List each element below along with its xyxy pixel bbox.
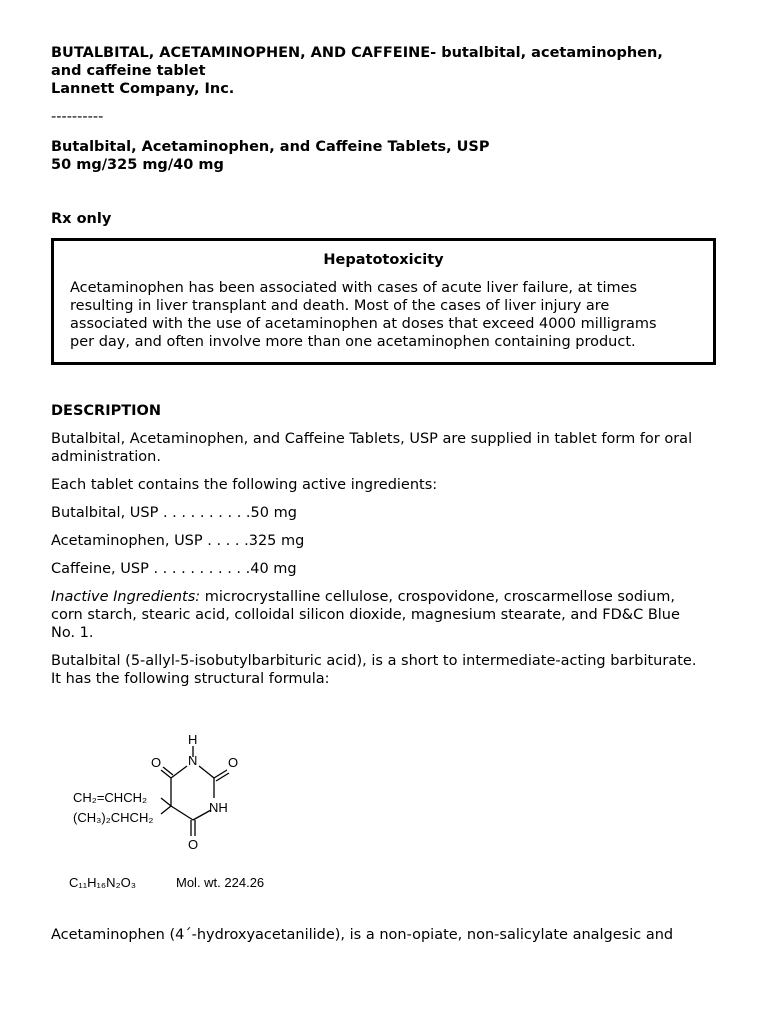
company-name: Lannett Company, Inc. — [51, 81, 235, 97]
paragraph-line — [51, 588, 721, 606]
allyl-group: CH₂=CHCH₂ — [73, 790, 148, 805]
inactive-label: Inactive Ingredients: — [51, 589, 201, 605]
structural-formula — [51, 700, 721, 900]
each-tablet-text: Each tablet contains the following active ingredients: — [51, 477, 438, 493]
paragraph-line: Butalbital, Acetaminophen, and Caffeine Tablets, USP are supplied in tablet form for oral — [51, 431, 693, 447]
atom-nh: NH — [209, 800, 228, 815]
boxed-warning-line: resulting in liver transplant and death. Most of the cases of liver injury are — [70, 298, 610, 314]
inactive-text: microcrystalline cellulose, crospovidone, croscarmellose sodium, — [200, 589, 675, 605]
product-strength: 50 mg/325 mg/40 mg — [51, 157, 224, 173]
atom-o: O — [188, 837, 199, 852]
atom-o: O — [228, 755, 239, 770]
ingredient-caffeine: Caffeine, USP . . . . . . . . . . .40 mg — [51, 561, 297, 577]
header-line-1: BUTALBITAL, ACETAMINOPHEN, AND CAFFEINE- butalbital, acetaminophen, — [51, 45, 663, 61]
section-heading-description: DESCRIPTION — [51, 403, 161, 419]
atom-o: O — [151, 755, 162, 770]
paragraph-line: administration. — [51, 449, 161, 465]
boxed-warning-line: per day, and often involve more than one acetaminophen containing product. — [70, 334, 636, 350]
butalbital-structure-diagram — [51, 700, 351, 900]
boxed-warning-line: Acetaminophen has been associated with cases of acute liver failure, at times — [70, 280, 638, 296]
description-intro — [51, 430, 721, 466]
paragraph-line: No. 1. — [51, 625, 94, 641]
document-page — [51, 44, 721, 944]
boxed-warning — [51, 238, 716, 365]
atom-h: H — [188, 732, 198, 747]
rx-only: Rx only — [51, 211, 112, 227]
acetaminophen-description: Acetaminophen (4´-hydroxyacetanilide), is a non-opiate, non-salicylate analgesic and — [51, 927, 674, 943]
inactive-ingredients — [51, 588, 721, 642]
boxed-warning-title: Hepatotoxicity — [323, 252, 444, 268]
atom-n: N — [188, 753, 198, 768]
product-name: Butalbital, Acetaminophen, and Caffeine Tablets, USP — [51, 139, 490, 155]
molecular-formula: C₁₁H₁₆N₂O₃ — [69, 875, 137, 890]
isobutyl-group: (CH₃)₂CHCH₂ — [73, 810, 154, 825]
document-header — [51, 44, 721, 98]
paragraph-line: corn starch, stearic acid, colloidal silicon dioxide, magnesium stearate, and FD&C Blue — [51, 607, 680, 623]
paragraph-line: Butalbital (5-allyl-5-isobutylbarbituric acid), is a short to intermediate-acting barbiturate. — [51, 653, 697, 669]
ingredient-acetaminophen: Acetaminophen, USP . . . . .325 mg — [51, 533, 305, 549]
header-line-2: and caffeine tablet — [51, 63, 206, 79]
butalbital-description — [51, 652, 721, 688]
divider-dashes: ---------- — [51, 109, 104, 125]
ingredient-butalbital: Butalbital, USP . . . . . . . . . .50 mg — [51, 505, 297, 521]
molecular-weight: Mol. wt. 224.26 — [176, 875, 265, 890]
product-title — [51, 138, 721, 174]
boxed-warning-line: associated with the use of acetaminophen at doses that exceed 4000 milligrams — [70, 316, 657, 332]
paragraph-line: It has the following structural formula: — [51, 671, 330, 687]
